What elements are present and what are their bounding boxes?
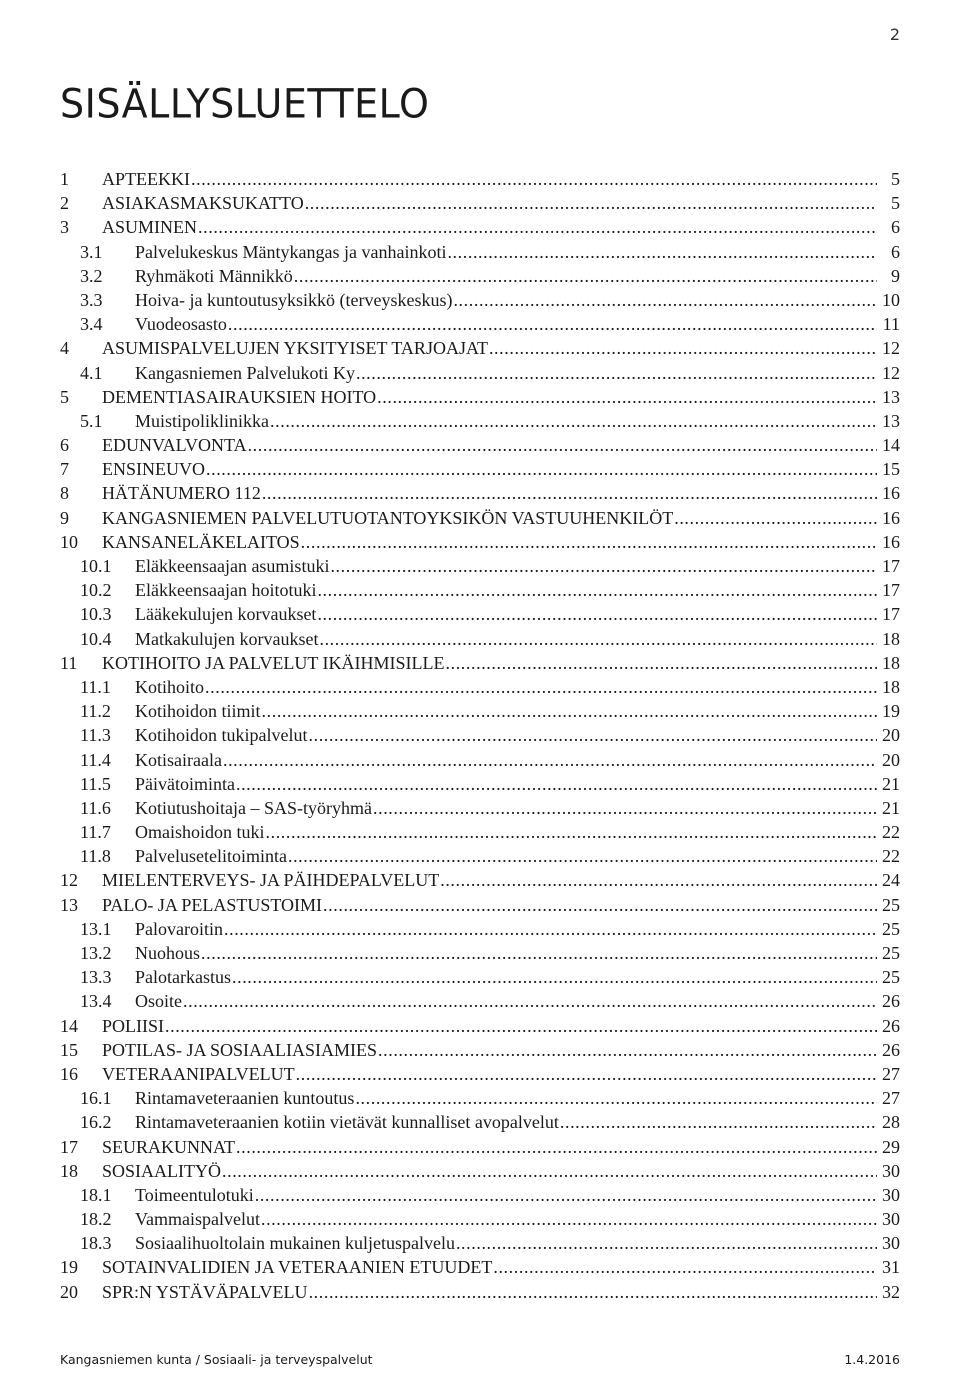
toc-entry-page: 18 [882,676,900,697]
toc-entry-label: Päivätoiminta [135,773,235,794]
toc-entry-number: 11 [60,652,78,673]
toc-entry-number: 8 [60,483,69,504]
toc-entry[interactable] [60,1135,900,1159]
toc-entry-label: Palotarkastus [135,967,231,988]
toc-entry-page: 18 [882,652,900,673]
toc-entry-number: 16 [60,1063,78,1084]
toc-entry[interactable] [60,1159,900,1183]
toc-entry[interactable] [60,1280,900,1304]
toc-entry-number: 3.1 [80,241,103,262]
toc-entry-page: 27 [882,1063,900,1084]
toc-entry[interactable] [60,312,900,336]
toc-entry-number: 11.6 [80,797,111,818]
toc-entry-number: 9 [60,507,69,528]
toc-entry-page: 20 [882,725,900,746]
toc-entry-label: ASUMISPALVELUJEN YKSITYISET TARJOAJAT [102,338,488,359]
toc-entry-number: 10.3 [80,604,112,625]
toc-entry-label: Omaishoidon tuki [135,822,265,843]
toc-dot-leader [262,699,877,723]
toc-entry-page: 20 [882,749,900,770]
toc-entry-label: HÄTÄNUMERO 112 [102,483,261,504]
toc-dot-leader [224,917,877,941]
toc-entry-label: Rintamaveteraanien kotiin vietävät kunnalliset avopalvelut [135,1112,559,1133]
toc-entry-number: 3.2 [80,265,103,286]
toc-entry-label: KOTIHOITO JA PALVELUT IKÄIHMISILLE [102,652,445,673]
toc-entry-number: 18.2 [80,1209,112,1230]
toc-entry-number: 3 [60,217,69,238]
toc-entry-number: 1 [60,169,69,189]
toc-entry-number: 13.3 [80,967,112,988]
toc-entry-page: 25 [882,943,900,963]
toc-entry-page: 26 [882,991,900,1012]
toc-entry-page: 5 [891,169,900,189]
toc-dot-leader [493,1255,877,1279]
toc-dot-leader [223,748,877,772]
toc-entry-page: 13 [882,410,900,431]
toc-entry-label: Rintamaveteraanien kuntoutus [135,1088,355,1109]
toc-entry-number: 11.3 [80,725,111,746]
toc-entry-number: 3.4 [80,314,103,335]
toc-entry-page: 26 [882,1039,900,1060]
toc-entry-number: 17 [60,1136,78,1157]
toc-dot-leader [356,361,877,385]
toc-entry-page: 21 [882,773,900,794]
toc-entry[interactable] [60,1183,900,1207]
toc-entry[interactable] [60,627,900,651]
toc-entry-number: 15 [60,1039,78,1060]
toc-entry[interactable] [60,385,900,409]
toc-dot-leader [319,627,877,651]
toc-entry[interactable] [60,167,900,191]
toc-dot-leader [309,1280,877,1304]
toc-entry-page: 24 [882,870,900,891]
toc-dot-leader [373,796,877,820]
toc-dot-leader [201,941,877,965]
toc-entry-label: Lääkekulujen korvaukset [135,604,317,625]
toc-entry-label: Osoite [135,991,182,1012]
toc-entry-label: Ryhmäkoti Männikkö [135,265,293,286]
toc-entry-number: 7 [60,459,69,480]
toc-dot-leader [377,385,877,409]
toc-entry-page: 16 [882,483,900,504]
toc-entry[interactable] [60,1014,900,1038]
toc-entry-number: 4.1 [80,362,103,383]
toc-entry-page: 30 [882,1209,900,1230]
toc-dot-leader [228,312,877,336]
toc-entry[interactable] [60,1062,900,1086]
toc-entry-label: Muistipoliklinikka [135,410,270,431]
toc-entry-number: 11.2 [80,701,111,722]
toc-entry-label: Hoiva- ja kuntoutusyksikkö (terveyskeskus) [135,289,453,310]
toc-entry-label: Eläkkeensaajan asumistuki [135,556,330,576]
toc-entry-label: EDUNVALVONTA [102,435,247,456]
toc-entry-label: POLIISI [102,1015,164,1036]
toc-dot-leader [232,965,877,989]
toc-entry-number: 6 [60,435,69,456]
toc-entry-number: 13 [60,894,78,915]
toc-entry-label: Toimeentulotuki [135,1184,254,1205]
page-title: SISÄLLYSLUETTELO [60,80,430,128]
footer-date: 1.4.2016 [844,1352,900,1367]
toc-dot-leader [446,651,878,675]
toc-entry[interactable] [60,651,900,675]
toc-entry-number: 13.1 [80,918,112,939]
toc-entry-number: 18 [60,1160,78,1181]
toc-entry-label: ENSINEUVO [102,459,205,480]
toc-entry-page: 30 [882,1160,900,1181]
toc-entry-page: 6 [891,217,900,238]
page-footer [60,1352,900,1367]
toc-entry-page: 28 [882,1112,900,1133]
toc-entry[interactable] [60,506,900,530]
toc-entry[interactable] [60,1086,900,1110]
toc-dot-leader [248,433,877,457]
toc-entry-page: 31 [882,1257,900,1278]
toc-entry[interactable] [60,191,900,215]
toc-entry-label: SOSIAALITYÖ [102,1160,221,1181]
toc-dot-leader [317,602,877,626]
toc-entry[interactable] [60,554,900,578]
toc-dot-leader [198,215,877,239]
toc-entry-label: SEURAKUNNAT [102,1136,236,1157]
toc-dot-leader [183,989,877,1013]
toc-entry-label: ASIAKASMAKSUKATTO [102,193,304,214]
toc-dot-leader [674,506,877,530]
toc-entry-number: 11.1 [80,676,111,697]
toc-dot-leader [206,457,877,481]
toc-entry-number: 12 [60,870,78,891]
toc-entry-label: SPR:N YSTÄVÄPALVELU [102,1281,308,1302]
toc-entry-number: 11.5 [80,773,111,794]
toc-entry-page: 22 [882,822,900,843]
toc-dot-leader [261,1207,877,1231]
toc-entry-label: Eläkkeensaajan hoitotuki [135,580,317,601]
toc-entry[interactable] [60,723,900,747]
toc-dot-leader [309,723,878,747]
toc-entry-page: 16 [882,507,900,528]
table-of-contents [60,167,900,1304]
toc-dot-leader [305,191,877,215]
toc-entry-label: Vammaispalvelut [135,1209,260,1230]
toc-entry-number: 14 [60,1015,78,1036]
toc-entry[interactable] [60,481,900,505]
toc-entry-page: 15 [882,459,900,480]
toc-entry[interactable] [60,240,900,264]
toc-entry-number: 16.1 [80,1088,112,1109]
toc-entry-label: Kotisairaala [135,749,222,770]
toc-dot-leader [236,1135,877,1159]
toc-entry[interactable] [60,772,900,796]
toc-entry-page: 19 [882,701,900,722]
toc-dot-leader [560,1110,877,1134]
toc-dot-leader [191,167,877,191]
toc-entry[interactable] [60,796,900,820]
toc-dot-leader [296,1062,877,1086]
toc-entry-page: 18 [882,628,900,649]
toc-dot-leader [294,264,877,288]
toc-entry-number: 16.2 [80,1112,112,1133]
toc-entry[interactable] [60,868,900,892]
toc-dot-leader [270,409,877,433]
toc-dot-leader [323,893,877,917]
toc-entry-label: Kotihoito [135,676,205,697]
toc-dot-leader [489,336,877,360]
toc-entry[interactable] [60,215,900,239]
toc-entry[interactable] [60,941,900,965]
toc-entry-label: KANSANELÄKELAITOS [102,531,300,552]
toc-dot-leader [236,772,877,796]
toc-entry-page: 25 [882,894,900,915]
toc-entry-label: POTILAS- JA SOSIAALIASIAMIES [102,1039,378,1060]
toc-dot-leader [440,868,877,892]
toc-entry[interactable] [60,893,900,917]
toc-entry-page: 14 [882,435,900,456]
toc-entry[interactable] [60,264,900,288]
toc-entry-number: 10.2 [80,580,112,601]
toc-entry-number: 18.1 [80,1184,112,1205]
page-number: 2 [889,25,900,44]
toc-entry-page: 30 [882,1184,900,1205]
toc-entry-page: 21 [882,797,900,818]
toc-dot-leader [317,578,877,602]
toc-entry[interactable] [60,748,900,772]
toc-entry[interactable] [60,917,900,941]
toc-entry-number: 4 [60,338,69,359]
toc-entry[interactable] [60,602,900,626]
toc-entry[interactable] [60,578,900,602]
toc-entry-number: 20 [60,1281,78,1302]
toc-entry-page: 25 [882,967,900,988]
toc-entry-number: 13.2 [80,943,112,963]
toc-entry[interactable] [60,530,900,554]
toc-entry[interactable] [60,457,900,481]
toc-dot-leader [288,844,877,868]
toc-entry-page: 11 [882,314,900,335]
toc-dot-leader [453,288,877,312]
footer-organization: Kangasniemen kunta / Sosiaali- ja terveyspalvelut [60,1352,373,1367]
toc-entry-label: KANGASNIEMEN PALVELUTUOTANTOYKSIKÖN VASTUUHENKILÖT [102,507,674,528]
toc-dot-leader [456,1231,877,1255]
toc-entry[interactable] [60,409,900,433]
toc-entry-page: 16 [882,531,900,552]
toc-entry-number: 11.4 [80,749,111,770]
toc-entry-page: 29 [882,1136,900,1157]
toc-entry-page: 5 [891,193,900,214]
toc-dot-leader [222,1159,877,1183]
toc-entry-label: Palovaroitin [135,918,223,939]
toc-entry-label: SOTAINVALIDIEN JA VETERAANIEN ETUUDET [102,1257,493,1278]
toc-entry-label: Palvelukeskus Mäntykangas ja vanhainkoti [135,241,447,262]
toc-dot-leader [255,1183,877,1207]
toc-entry[interactable] [60,699,900,723]
toc-entry-number: 10 [60,531,78,552]
toc-entry[interactable] [60,820,900,844]
toc-entry-label: Kotiutushoitaja – SAS-työryhmä [135,797,372,818]
toc-dot-leader [355,1086,877,1110]
toc-entry-number: 11.7 [80,822,111,843]
toc-dot-leader [205,675,877,699]
toc-entry-page: 32 [882,1281,900,1302]
toc-dot-leader [165,1014,877,1038]
toc-entry-label: Vuodeosasto [135,314,227,335]
toc-entry[interactable] [60,1207,900,1231]
toc-entry-label: Kotihoidon tukipalvelut [135,725,308,746]
toc-entry-label: VETERAANIPALVELUT [102,1063,295,1084]
toc-entry[interactable] [60,433,900,457]
toc-dot-leader [262,481,877,505]
toc-entry[interactable] [60,989,900,1013]
toc-dot-leader [447,240,877,264]
toc-entry-number: 5.1 [80,410,103,431]
toc-entry-number: 11.8 [80,846,111,867]
toc-entry-label: Palvelusetelitoiminta [135,846,287,867]
toc-dot-leader [378,1038,877,1062]
toc-entry-page: 30 [882,1233,900,1254]
toc-entry-page: 9 [891,265,900,286]
toc-entry[interactable] [60,361,900,385]
toc-entry-number: 18.3 [80,1233,112,1254]
toc-entry-label: Kangasniemen Palvelukoti Ky [135,362,355,383]
toc-entry-label: APTEEKKI [102,169,190,189]
toc-entry-number: 5 [60,386,69,407]
toc-entry-page: 22 [882,846,900,867]
toc-entry-label: ASUMINEN [102,217,198,238]
toc-entry[interactable] [60,1038,900,1062]
toc-entry-page: 10 [882,289,900,310]
toc-entry[interactable] [60,1110,900,1134]
toc-entry-number: 3.3 [80,289,103,310]
toc-dot-leader [301,530,877,554]
toc-entry[interactable] [60,844,900,868]
toc-entry-page: 26 [882,1015,900,1036]
toc-entry-page: 17 [882,604,900,625]
toc-entry-number: 2 [60,193,69,214]
toc-entry-page: 12 [882,362,900,383]
toc-entry-page: 12 [882,338,900,359]
toc-entry-page: 6 [891,241,900,262]
toc-entry[interactable] [60,965,900,989]
toc-entry-label: Sosiaalihuoltolain mukainen kuljetuspalvelu [135,1233,455,1254]
toc-dot-leader [330,554,877,578]
toc-entry-label: MIELENTERVEYS- JA PÄIHDEPALVELUT [102,870,440,891]
toc-entry-label: Nuohous [135,943,201,963]
toc-entry[interactable] [60,336,900,360]
toc-entry-page: 27 [882,1088,900,1109]
toc-entry-number: 10.1 [80,556,112,576]
toc-entry-page: 17 [882,556,900,576]
toc-entry-label: Kotihoidon tiimit [135,701,261,722]
toc-entry-page: 17 [882,580,900,601]
toc-entry-page: 13 [882,386,900,407]
toc-entry[interactable] [60,675,900,699]
toc-entry-label: Matkakulujen korvaukset [135,628,319,649]
toc-entry-number: 10.4 [80,628,112,649]
toc-entry-label: PALO- JA PELASTUSTOIMI [102,894,323,915]
toc-entry-number: 19 [60,1257,78,1278]
toc-entry[interactable] [60,1255,900,1279]
toc-entry-page: 25 [882,918,900,939]
toc-entry-number: 13.4 [80,991,112,1012]
toc-entry[interactable] [60,1231,900,1255]
toc-entry[interactable] [60,288,900,312]
toc-dot-leader [266,820,878,844]
toc-entry-label: DEMENTIASAIRAUKSIEN HOITO [102,386,377,407]
